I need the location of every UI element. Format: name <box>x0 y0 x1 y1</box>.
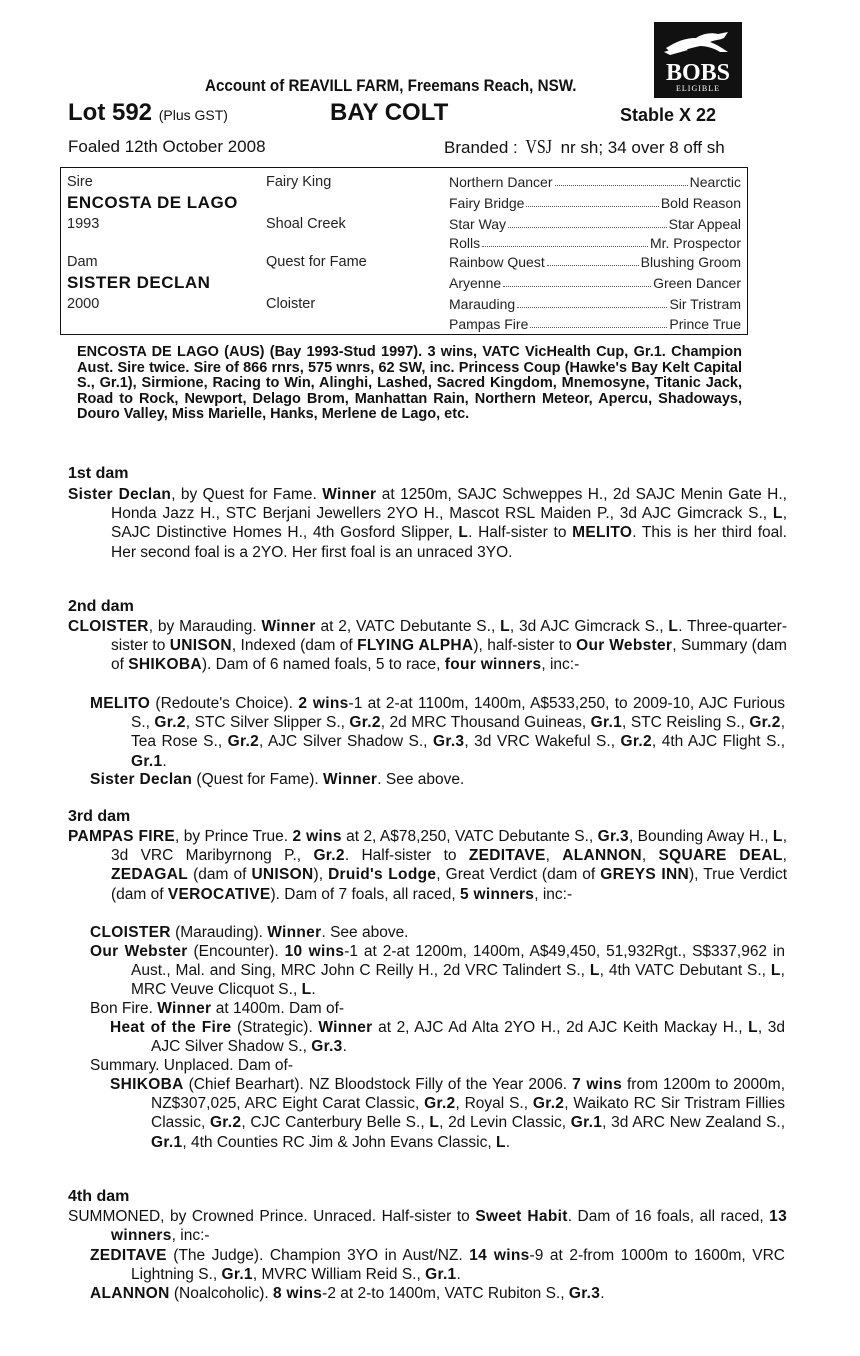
bold-run: PAMPAS FIRE <box>68 828 176 845</box>
text-run: , AJC Silver Shadow S., <box>259 733 433 751</box>
bold-run: FLYING ALPHA <box>357 637 474 655</box>
bold-run: Our Webster <box>90 943 188 960</box>
text-run: (Marauding). <box>170 924 268 941</box>
text-run: , 3d AJC Silver Shadow S., <box>151 1019 785 1056</box>
progeny-alannon <box>90 1284 744 1303</box>
bold-run: L <box>772 828 783 845</box>
text-run: , inc:- <box>534 885 573 903</box>
bold-run: GREYS INN <box>600 866 690 884</box>
bold-run: L <box>589 962 600 980</box>
bold-run: 2 wins <box>298 695 349 712</box>
bold-run: L <box>772 505 783 523</box>
text-run: . <box>456 1266 461 1284</box>
sire-year: 1993 <box>67 216 100 232</box>
text-run: , 4th VATC Debutant S., <box>599 962 771 980</box>
bold-run: L <box>495 1133 506 1151</box>
bold-run: Heat of the Fire <box>110 1019 232 1036</box>
foaled-date: Foaled 12th October 2008 <box>68 137 266 156</box>
text-run: , 3d VRC Wakeful S., <box>464 733 621 751</box>
text-run: . See above. <box>377 771 465 788</box>
text-run: Bon Fire. <box>90 1000 158 1017</box>
bold-run: Gr.1 <box>131 752 163 770</box>
text-run: (Chief Bearhart). NZ Bloodstock Filly of the Year 2006. <box>183 1076 573 1093</box>
pedigree-g2: Fairy King <box>266 174 332 190</box>
bold-run: Sweet Habit <box>475 1208 568 1225</box>
progeny-our-webster <box>90 942 785 1000</box>
text-run: at 2, A$78,250, VATC Debutante S., <box>341 828 598 845</box>
text-run: . <box>162 752 167 770</box>
bold-run: 14 wins <box>469 1247 530 1264</box>
text-run: at 2, AJC Ad Alta 2YO H., 2d AJC Keith Mackay H., <box>372 1019 749 1036</box>
text-run: at 1400m. Dam of- <box>211 1000 345 1017</box>
text-run: -9 at 2-from 1000m to 1600m, VRC Lightning S., <box>131 1247 785 1284</box>
text-run: , inc:- <box>171 1227 210 1245</box>
third-dam-paragraph <box>68 827 787 904</box>
bold-run: UNISON <box>251 866 314 884</box>
bold-run: Winner <box>323 771 378 788</box>
lot-number <box>68 99 228 127</box>
bold-run: Winner <box>267 924 322 941</box>
text-run: ), <box>313 866 329 884</box>
plus-gst: (Plus GST) <box>158 107 228 123</box>
bold-run: L <box>301 981 312 999</box>
bold-run: Gr.3 <box>311 1038 343 1056</box>
progeny-sister-declan <box>90 770 744 789</box>
text-run: , 2d MRC Thousand Guineas, <box>380 714 591 732</box>
bold-run: 13 winners <box>111 1208 788 1245</box>
bold-run: 8 wins <box>272 1285 323 1302</box>
text-run: , Bounding Away H., <box>628 828 773 845</box>
bold-run: Our Webster <box>576 637 673 655</box>
bold-run: 10 wins <box>284 943 345 960</box>
text-run: . <box>311 981 316 999</box>
text-run: ), True Verdict (dam of <box>111 866 787 903</box>
bold-run: SHIKOBA <box>110 1076 184 1093</box>
bold-run: Gr.1 <box>221 1266 253 1284</box>
bold-run: Winner <box>261 618 316 635</box>
logo-word: BOBS <box>665 60 731 86</box>
progeny-cloister <box>90 923 744 942</box>
horse-colour-sex: BAY COLT <box>330 99 449 126</box>
brand-mark: VSJ <box>525 136 553 158</box>
bold-run: Gr.1 <box>570 1114 603 1132</box>
text-run: , 3d AJC Gimcrack S., <box>509 618 669 635</box>
text-run: , 3d ARC New Zealand S., <box>602 1114 785 1132</box>
bold-run: Sister Declan <box>90 771 193 788</box>
second-dam-paragraph <box>68 617 787 675</box>
text-run: (Strategic). <box>231 1019 319 1036</box>
bold-run: ZEDITAVE <box>90 1247 167 1264</box>
progeny-heat-of-the-fire <box>110 1018 785 1056</box>
text-run: , STC Silver Slipper S., <box>185 714 350 732</box>
fourth-dam-heading: 4th dam <box>68 1188 130 1205</box>
text-run: (Noalcoholic). <box>169 1285 273 1302</box>
bold-run: Gr.3 <box>597 828 629 845</box>
sire-label: Sire <box>67 174 93 190</box>
bold-run: ZEDAGAL <box>111 866 189 884</box>
bold-run: Gr.2 <box>349 714 381 732</box>
first-dam-paragraph <box>68 485 787 562</box>
bold-run: SQUARE DEAL <box>658 847 783 865</box>
text-run: . <box>505 1133 511 1151</box>
bold-run: Gr.3 <box>568 1285 601 1302</box>
text-run: , 4th Counties RC Jim & John Evans Classic, <box>182 1133 496 1151</box>
bold-run: Gr.2 <box>154 714 186 732</box>
dam-label: Dam <box>67 254 98 270</box>
text-run: . <box>600 1285 605 1302</box>
pedigree-g3-row: Aryenne Green Dancer <box>449 275 741 291</box>
bold-run: SHIKOBA <box>128 656 202 674</box>
bold-run: 7 wins <box>572 1076 622 1093</box>
sire-name: ENCOSTA DE LAGO <box>67 193 238 212</box>
bold-run: ZEDITAVE <box>468 847 546 865</box>
bold-run: Winner <box>322 486 377 503</box>
dam-year: 2000 <box>67 296 100 312</box>
bobs-eligible-logo <box>654 22 742 98</box>
bold-run: VEROCATIVE <box>167 885 271 903</box>
text-run: , Tea Rose S., <box>131 714 785 751</box>
text-run: at 1250m, SAJC Schweppes H., 2d SAJC Menin Gate H., Honda Jazz H., STC Berjani Jewellers 2YO H., Mascot RSL Maiden P., 3d AJC Gimcrack S., <box>111 486 787 523</box>
bold-run: CLOISTER <box>90 924 171 941</box>
logo-sub: ELIGIBLE <box>676 84 720 93</box>
branded-info <box>444 136 725 159</box>
text-run: -1 at 2-at 1200m, 1400m, A$49,450, 51,932Rgt., S$337,962 in Aust., Mal. and Sing, MRC John C Reilly H., 2d VRC Talindert S., <box>131 943 785 980</box>
pedigree-g3-row: Star Way Star Appeal <box>449 216 741 232</box>
bold-run: Gr.2 <box>749 714 781 732</box>
text-run: . <box>342 1038 347 1056</box>
horse-icon <box>662 28 734 56</box>
text-run: , SAJC Distinctive Homes H., 4th Gosford Slipper, <box>111 505 787 542</box>
branded-rest: nr sh; 34 over 8 off sh <box>560 138 725 157</box>
fourth-dam-paragraph <box>68 1207 787 1245</box>
text-run: . Half-sister to <box>344 847 469 865</box>
bold-run: MELITO <box>572 524 633 542</box>
bold-run: Gr.2 <box>209 1114 242 1132</box>
text-run: at 2, VATC Debutante S., <box>315 618 501 635</box>
bold-run: L <box>429 1114 440 1132</box>
bold-run: Gr.2 <box>227 733 260 751</box>
pedigree-g3-row: Fairy Bridge Bold Reason <box>449 195 741 211</box>
progeny-bon-fire <box>90 999 744 1018</box>
text-run: , CJC Canterbury Belle S., <box>241 1114 430 1132</box>
text-run: , 3d VRC Maribyrnong P., <box>111 828 787 865</box>
text-run: , MVRC William Reid S., <box>252 1266 426 1284</box>
pedigree-g3-row: Rolls Mr. Prospector <box>449 235 741 251</box>
bold-run: Gr.2 <box>620 733 652 751</box>
text-run: , Waikato RC Sir Tristram Fillies Classic, <box>151 1095 785 1132</box>
bold-run: Gr.2 <box>532 1095 565 1113</box>
pedigree-g2: Cloister <box>266 296 316 312</box>
text-run: (Redoute's Choice). <box>150 695 299 712</box>
bold-run: Gr.1 <box>425 1266 457 1284</box>
text-run: ), half-sister to <box>473 637 577 655</box>
text-run: (dam of <box>188 866 252 884</box>
text-run: , Indexed (dam of <box>231 637 358 655</box>
bold-run: CLOISTER <box>68 618 149 635</box>
pedigree-g2: Quest for Fame <box>266 254 367 270</box>
text-run: , <box>545 847 563 865</box>
lot-label: Lot 592 <box>68 99 153 126</box>
progeny-summary <box>90 1056 744 1075</box>
text-run: , 4th AJC Flight S., <box>651 733 786 751</box>
sire-summary: ENCOSTA DE LAGO (AUS) (Bay 1993-Stud 1997). 3 wins, VATC VicHealth Cup, Gr.1. Champion Aust. Sire twice. Sire of 866 rnrs, 575 wnrs, 62 SW, inc. Princess Coup (Hawke's Bay Kelt Capital S., Gr.1), Sirmione, Racing to Win, Alinghi, Lashed, Sacred Kingdom, Mnemosyne, Titanic Jack, Road to Rock, Newport, Delago Brom, Manhattan Rain, Northern Meteor, Apercu, Shadoways, Douro Valley, Miss Marielle, Hanks, Merlene de Lago, etc. <box>77 344 742 422</box>
text-run: , STC Reisling S., <box>622 714 750 732</box>
text-run: (Quest for Fame). <box>192 771 324 788</box>
pedigree-g3-row: Northern Dancer Nearctic <box>449 174 741 190</box>
text-run: -2 at 2-to 1400m, VATC Rubiton S., <box>322 1285 569 1302</box>
progeny-zeditave <box>90 1246 785 1284</box>
text-run: from 1200m to 2000m, NZ$307,025, ARC Eight Carat Classic, <box>151 1076 785 1113</box>
text-run: ). Dam of 7 foals, all raced, <box>270 885 461 903</box>
text-run: , MRC Veuve Clicquot S., <box>131 962 785 999</box>
text-run: . Dam of 16 foals, all raced, <box>567 1208 770 1225</box>
bold-run: Gr.1 <box>151 1133 183 1151</box>
text-run: (Encounter). <box>187 943 285 960</box>
text-run: , by Quest for Fame. <box>171 486 323 503</box>
bold-run: Druid's Lodge <box>328 866 437 884</box>
bold-run: L <box>500 618 510 635</box>
pedigree-g2: Shoal Creek <box>266 216 346 232</box>
bold-run: four winners <box>444 656 542 674</box>
text-run: -1 at 2-at 1100m, 1400m, A$533,250, to 2009-10, AJC Furious S., <box>131 695 785 732</box>
first-dam-heading: 1st dam <box>68 465 129 482</box>
bold-run: Gr.2 <box>313 847 345 865</box>
bold-run: UNISON <box>169 637 232 655</box>
bold-run: L <box>748 1019 758 1036</box>
bold-run: ALANNON <box>562 847 642 865</box>
bold-run: 5 winners <box>460 885 535 903</box>
text-run: . Half-sister to <box>468 524 573 542</box>
text-run: , 2d Levin Classic, <box>439 1114 571 1132</box>
branded-label: Branded : <box>444 138 518 157</box>
vendor-account: Account of REAVILL FARM, Freemans Reach, NSW. <box>205 77 577 95</box>
bold-run: MELITO <box>90 695 151 712</box>
text-run: , inc:- <box>541 656 580 674</box>
text-run: , by Marauding. <box>148 618 262 635</box>
bold-run: Gr.3 <box>432 733 465 751</box>
text-run: . This is her third foal. Her second foal is a 2YO. Her first foal is an unraced 3YO. <box>111 524 787 561</box>
text-run: , Summary (dam of <box>111 637 787 674</box>
text-run: , by Prince True. <box>175 828 293 845</box>
third-dam-heading: 3rd dam <box>68 808 131 825</box>
text-run: . Three-quarter-sister to <box>111 618 787 655</box>
bold-run: L <box>668 618 679 635</box>
progeny-melito <box>90 694 785 771</box>
text-run: , Great Verdict (dam of <box>436 866 601 884</box>
bold-run: Sister Declan <box>68 486 172 503</box>
bold-run: Gr.2 <box>424 1095 456 1113</box>
text-run: (The Judge). Champion 3YO in Aust/NZ. <box>166 1247 470 1264</box>
text-run: , Royal S., <box>455 1095 533 1113</box>
pedigree-g3-row: Marauding Sir Tristram <box>449 296 741 312</box>
dam-name: SISTER DECLAN <box>67 273 211 292</box>
text-run: , <box>782 847 787 865</box>
bold-run: 2 wins <box>292 828 342 845</box>
text-run: SUMMONED, by Crowned Prince. Unraced. Half-sister to <box>68 1208 476 1225</box>
text-run: . See above. <box>321 924 409 941</box>
pedigree-table <box>60 167 748 335</box>
text-run: , <box>641 847 659 865</box>
pedigree-g3-row: Pampas Fire Prince True <box>449 316 741 332</box>
bold-run: ALANNON <box>90 1285 170 1302</box>
text-run: Summary. Unplaced. Dam of- <box>90 1057 293 1074</box>
progeny-shikoba <box>110 1075 785 1152</box>
bold-run: L <box>770 962 781 980</box>
stable-number: Stable X 22 <box>620 105 717 125</box>
bold-run: Winner <box>157 1000 212 1017</box>
text-run: ). Dam of 6 named foals, 5 to race, <box>201 656 445 674</box>
bold-run: Gr.1 <box>590 714 623 732</box>
pedigree-g3-row: Rainbow Quest Blushing Groom <box>449 254 741 270</box>
bold-run: L <box>458 524 469 542</box>
second-dam-heading: 2nd dam <box>68 598 134 615</box>
bold-run: Winner <box>318 1019 373 1036</box>
